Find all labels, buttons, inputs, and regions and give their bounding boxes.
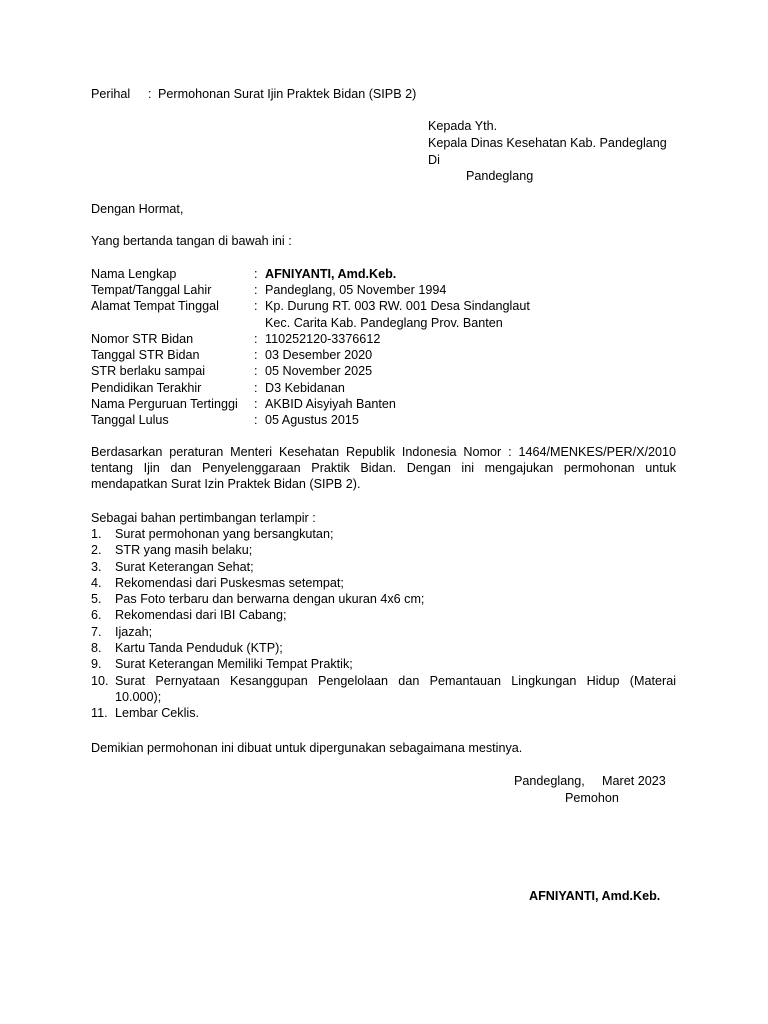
list-number: 1.	[91, 527, 102, 541]
field-colon: :	[254, 348, 258, 362]
list-text-continued: 10.000);	[115, 689, 162, 704]
list-number: 11.	[91, 706, 108, 721]
field-value: AFNIYANTI, Amd.Keb.	[265, 267, 397, 281]
field-label: Alamat Tempat Tinggal	[91, 299, 219, 313]
recipient-line-1: Kepada Yth.	[428, 119, 498, 133]
paragraph-line-1: Berdasarkan peraturan Menteri Kesehatan Republik Indonesia Nomor : 1464/MENKES/PER/X/2010	[91, 445, 676, 459]
paragraph-line-3: mendapatkan Surat Izin Praktek Bidan (SIPB 2).	[91, 477, 361, 491]
field-colon: :	[254, 332, 258, 346]
list-text: STR yang masih belaku;	[115, 543, 253, 558]
field-colon: :	[254, 267, 258, 281]
recipient-line-4: Pandeglang	[466, 169, 534, 183]
field-address-line-2: Kec. Carita Kab. Pandeglang Prov. Banten	[265, 316, 503, 330]
list-item	[91, 542, 676, 558]
subject-label: Perihal	[91, 87, 131, 101]
list-item	[91, 705, 676, 721]
subject-text: Permohonan Surat Ijin Praktek Bidan (SIPB 2)	[158, 87, 417, 101]
list-number: 2.	[91, 543, 102, 558]
list-item	[91, 673, 676, 706]
list-item	[91, 575, 676, 591]
attachments-intro: Sebagai bahan pertimbangan terlampir :	[91, 511, 316, 525]
list-item	[91, 607, 676, 623]
field-colon: :	[254, 397, 258, 411]
signature-name: AFNIYANTI, Amd.Keb.	[529, 889, 661, 903]
subject-separator: :	[148, 87, 152, 101]
field-label: Nama Perguruan Tertinggi	[91, 397, 238, 411]
list-item	[91, 559, 676, 575]
field-colon: :	[254, 299, 258, 313]
list-text: Rekomendasi dari IBI Cabang;	[115, 608, 287, 623]
intro-text: Yang bertanda tangan di bawah ini :	[91, 234, 292, 248]
list-number: 6.	[91, 608, 102, 623]
list-number: 7.	[91, 624, 102, 639]
recipient-line-3: Di	[428, 153, 440, 167]
field-value: Pandeglang, 05 November 1994	[265, 283, 447, 297]
field-label: Tempat/Tanggal Lahir	[91, 283, 212, 297]
greeting: Dengan Hormat,	[91, 202, 184, 216]
recipient-line-2: Kepala Dinas Kesehatan Kab. Pandeglang	[428, 136, 667, 150]
field-label: Nomor STR Bidan	[91, 332, 194, 346]
regulation-paragraph	[91, 444, 676, 492]
field-label: Nama Lengkap	[91, 267, 177, 281]
field-label: Tanggal STR Bidan	[91, 348, 200, 362]
field-colon: :	[254, 364, 258, 378]
list-number: 4.	[91, 575, 102, 590]
list-text: Surat Keterangan Sehat;	[115, 559, 254, 574]
field-value: 110252120-3376612	[265, 332, 381, 346]
list-number: 9.	[91, 657, 102, 672]
field-colon: :	[254, 283, 258, 297]
signature-date: Maret 2023	[602, 774, 666, 788]
list-text: Ijazah;	[115, 624, 153, 639]
field-value: Kp. Durung RT. 003 RW. 001 Desa Sindanglaut	[265, 299, 530, 313]
attachments-list	[91, 526, 676, 722]
field-value: 03 Desember 2020	[265, 348, 373, 362]
field-value: 05 November 2025	[265, 364, 373, 378]
list-item	[91, 624, 676, 640]
list-item	[91, 591, 676, 607]
field-label: Tanggal Lulus	[91, 413, 169, 427]
list-item	[91, 526, 676, 542]
field-value: 05 Agustus 2015	[265, 413, 359, 427]
field-colon: :	[254, 413, 258, 427]
list-number: 10.	[91, 673, 109, 688]
list-number: 8.	[91, 641, 102, 656]
list-text: Rekomendasi dari Puskesmas setempat;	[115, 575, 344, 590]
field-value: AKBID Aisyiyah Banten	[265, 397, 396, 411]
field-colon: :	[254, 381, 258, 395]
list-text: Surat Pernyataan Kesanggupan Pengelolaan dan Pemantauan Lingkungan Hidup (Materai	[115, 673, 676, 688]
signature-role: Pemohon	[565, 791, 619, 805]
list-item	[91, 656, 676, 672]
list-text: Kartu Tanda Penduduk (KTP);	[115, 641, 283, 656]
field-label: STR berlaku sampai	[91, 364, 206, 378]
list-text: Lembar Ceklis.	[115, 706, 199, 721]
list-item	[91, 640, 676, 656]
list-number: 5.	[91, 592, 102, 607]
signature-place: Pandeglang,	[514, 774, 585, 788]
closing-text: Demikian permohonan ini dibuat untuk dipergunakan sebagaimana mestinya.	[91, 741, 523, 755]
paragraph-line-2: tentang Ijin dan Penyelenggaraan Praktik Bidan. Dengan ini mengajukan permohonan untuk	[91, 461, 676, 475]
list-text: Surat permohonan yang bersangkutan;	[115, 527, 334, 541]
list-text: Surat Keterangan Memiliki Tempat Praktik;	[115, 657, 353, 672]
list-number: 3.	[91, 559, 102, 574]
field-value: D3 Kebidanan	[265, 381, 345, 395]
list-text: Pas Foto terbaru dan berwarna dengan ukuran 4x6 cm;	[115, 592, 425, 607]
field-label: Pendidikan Terakhir	[91, 381, 202, 395]
